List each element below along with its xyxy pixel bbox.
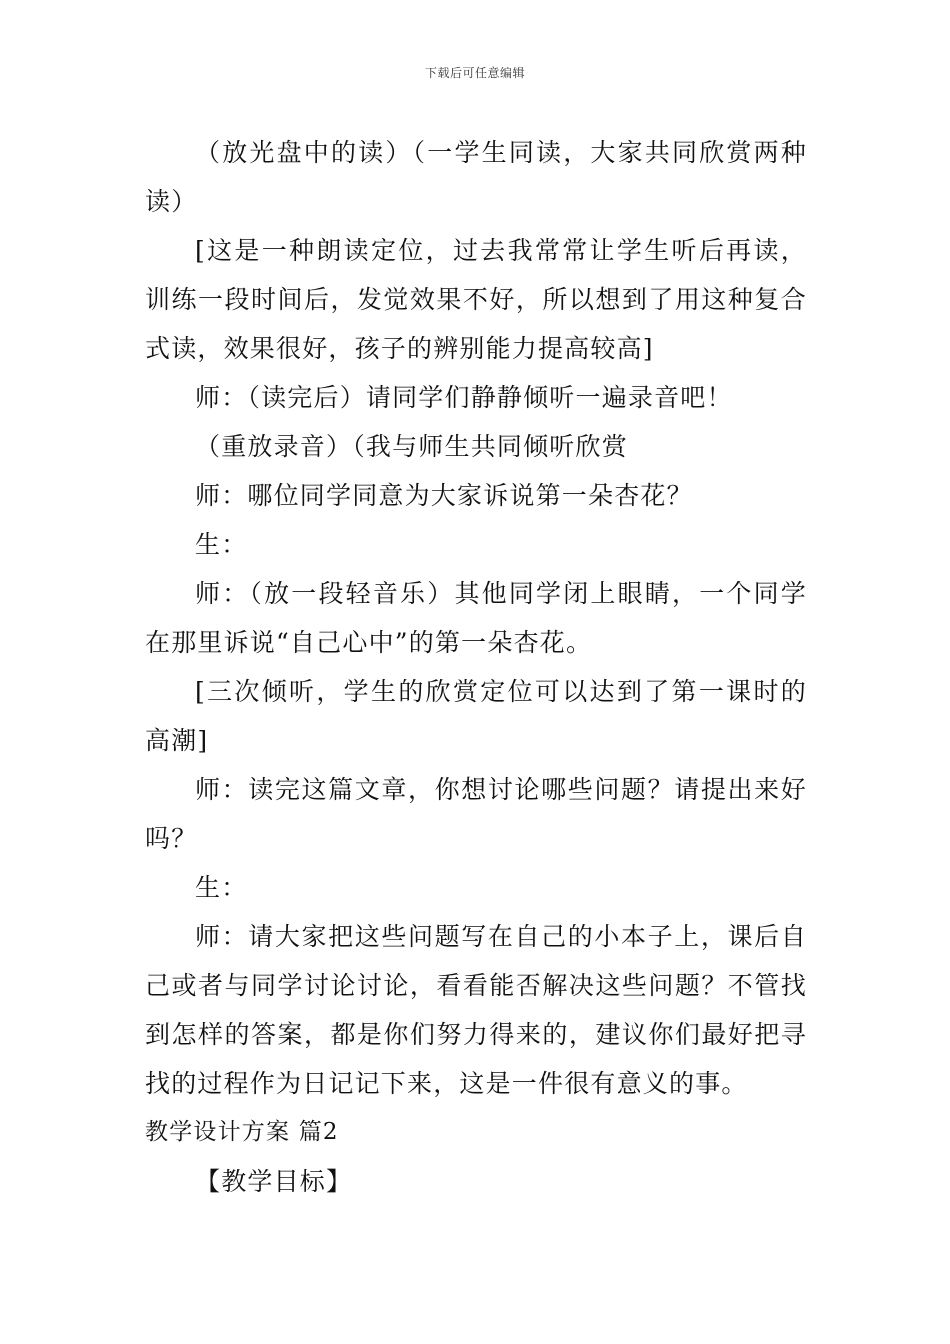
page-header: 下载后可任意编辑: [424, 66, 525, 80]
paragraph: 生：: [195, 873, 248, 902]
document-body: [145, 128, 807, 1206]
paragraph: [三次倾听，学生的欣赏定位可以达到了第一课时的高潮]: [145, 677, 807, 755]
paragraph: [这是一种朗读定位，过去我常常让学生听后再读，训练一段时间后，发觉效果不好，所以想到了用这种复合式读，效果很好，孩子的辨别能力提高较高]: [145, 236, 807, 363]
subsection-heading: 【教学目标】: [195, 1167, 353, 1196]
paragraph: 师：哪位同学同意为大家诉说第一朵杏花？: [195, 481, 693, 510]
paragraph: 师：（放一段轻音乐）其他同学闭上眼睛，一个同学在那里诉说“自己心中”的第一朵杏花。: [145, 579, 807, 657]
section-heading: 教学设计方案 篇2: [145, 1119, 339, 1145]
paragraph: 师：读完这篇文章，你想讨论哪些问题？请提出来好吗？: [145, 775, 807, 853]
paragraph: 生：: [195, 530, 248, 559]
paragraph: 师：请大家把这些问题写在自己的小本子上，课后自己或者与同学讨论讨论，看看能否解决这些问题？不管找到怎样的答案，都是你们努力得来的，建议你们最好把寻找的过程作为日记记下来，这是一件很有意义的事。: [145, 922, 807, 1098]
paragraph: （放光盘中的读）（一学生同读，大家共同欣赏两种读）: [145, 138, 807, 216]
paragraph: 师：（读完后）请同学们静静倾听一遍录音吧！: [195, 383, 733, 412]
paragraph: （重放录音）（我与师生共同倾听欣赏: [195, 432, 628, 461]
